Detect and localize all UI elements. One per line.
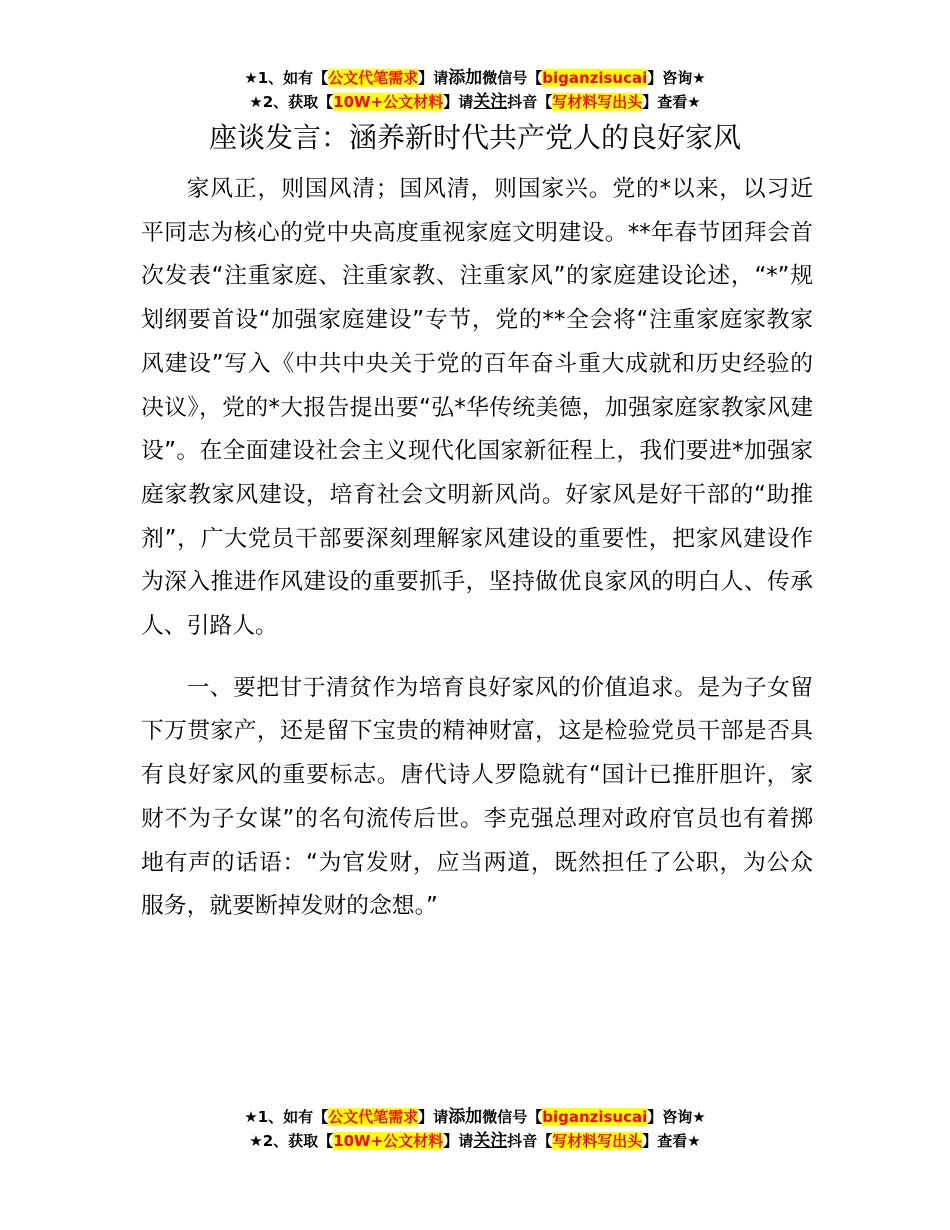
footer-banner [0,1105,950,1153]
banner-line-2: ★2、获取【10W+公文材料】请关注抖音【写材料写出头】查看★ [249,92,701,112]
footer-highlight-materials: 10W+公文材料 [333,1132,444,1150]
highlight-wechat-id: biganzisucai [542,69,648,87]
highlight-materials: 10W+公文材料 [333,93,444,111]
footer-line-2: ★2、获取【10W+公文材料】请关注抖音【写材料写出头】查看★ [249,1131,701,1151]
highlight-service: 公文代笔需求 [328,69,419,87]
document-title: 座谈发言：涵养新时代共产党人的良好家风 [208,121,741,154]
footer-highlight-service: 公文代笔需求 [328,1108,419,1126]
footer-highlight-wechat-id: biganzisucai [542,1108,648,1126]
banner-line-1: ★1、如有【公文代笔需求】请添加微信号【biganzisucai】咨询★ [244,68,706,88]
paragraph-intro: 家风正，则国风清；国风清，则国家兴。党的*以来，以习近平同志为核心的党中央高度重视家庭文明建设。**年春节团拜会首次发表“注重家庭、注重家教、注重家风”的家庭建设论述，“*”规划纲要首设“加强家庭建设”专节，党的**全会将“注重家庭家教家风建设”写入《中共中央关于党的百年奋斗重大成就和历史经验的决议》，党的*大报告提出要“弘*华传统美德，加强家庭家教家风建设”。在全面建设社会主义现代化国家新征程上，我们要进*加强家庭家教家风建设，培育社会文明新风尚。好家风是好干部的“助推剂”，广大党员干部要深刻理解家风建设的重要性，把家风建设作为深入推进作风建设的重要抓手，坚持做优良家风的明白人、传承人、引路人。 [141,176,813,640]
document-body [141,168,813,929]
footer-highlight-douyin-account: 写材料写出头 [552,1132,643,1150]
highlight-douyin-account: 写材料写出头 [552,93,643,111]
paragraph-section-1: 一、要把甘于清贫作为培育良好家风的价值追求。是为子女留下万贯家产，还是留下宝贵的精神财富，这是检验党员干部是否具有良好家风的重要标志。唐代诗人罗隐就有“国计已推肝胆许，家财不为子女谋”的名句流传后世。李克强总理对政府官员也有着掷地有声的话语：“为官发财，应当两道，既然担任了公职，为公众服务，就要断掉发财的念想。” [141,674,813,920]
footer-line-1: ★1、如有【公文代笔需求】请添加微信号【biganzisucai】咨询★ [244,1107,706,1127]
header-banner [0,66,950,114]
